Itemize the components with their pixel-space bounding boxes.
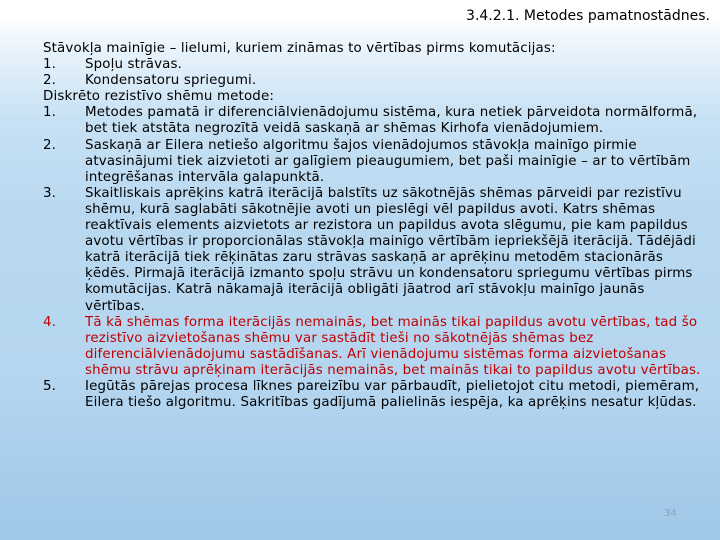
step-item xyxy=(43,379,703,411)
step-number: 2. xyxy=(43,137,57,153)
page-number: 34 xyxy=(664,508,677,519)
state-var-item xyxy=(43,57,703,73)
item-number: 2. xyxy=(43,73,57,89)
intro-text: Stāvokļa mainīgie – lielumi, kuriem zināmas to vērtības pirms komutācijas: xyxy=(43,41,556,56)
state-var-item xyxy=(43,73,703,89)
step-text: Tā kā shēmas forma iterācijās nemainās, bet mainās tikai papildus avotu vērtības, tad šo rezistīvo aizvietošanas shēmu var sastādīt tieši no sākotnējās shēmas bez diferenciālvienādojumu sastādīšanas. Arī vienādojumu sistēmas forma aizvietošanas shēmu strāvu aprēķinam iterācijās nemainās, bet mainās tikai to papildus avotu vērtības. xyxy=(85,314,701,378)
step-text: Metodes pamatā ir diferenciālvienādojumu sistēma, kura netiek pārveidota normālformā, bet tiek atstāta negrozītā veidā saskaņā ar shēmas Kirhofa vienādojumiem. xyxy=(85,105,698,137)
item-text: Kondensatoru spriegumi. xyxy=(85,73,257,89)
step-item xyxy=(43,138,703,186)
slide-title: 3.4.2.1. Metodes pamatnostādnes. xyxy=(466,8,710,24)
item-number: 1. xyxy=(43,57,57,73)
step-item xyxy=(43,186,703,315)
step-item-highlighted xyxy=(43,315,703,379)
step-text: Skaitliskais aprēķins katrā iterācijā balstīts uz sākotnējās shēmas pārveidi par rezistīvu shēmu, kurā saglabāti sākotnējie avoti un pieslēgi vēl papildus avoti. Katrs shēmas reaktīvais elements aizvietots ar rezistora un papildus avota slēgumu, pie kam papildus avotu vērtības ir proporcionālas stāvokļa mainīgo vērtībām iepriekšējā iterācijā. Tādējādi katrā iterācijā tiek rēķinātas zaru strāvas saskaņā ar aprēķinu metodēm stacionārās ķēdēs. Pirmajā iterācijā izmanto spoļu strāvu un kondensatoru spriegumu vērtības pirms komutācijas. Katrā nākamajā iterācijā obligāti jāatrod arī stāvokļu mainīgo jaunās vērtības. xyxy=(85,185,696,314)
step-text: Saskaņā ar Eilera netiešo algoritmu šajos vienādojumos stāvokļa mainīgo pirmie atvasinājumi tiek aizvietoti ar galīgiem pieaugumiem, bet paši mainīgie – ar to vērtībām integrēšanas intervāla galapunktā. xyxy=(85,137,691,185)
step-number: 5. xyxy=(43,378,57,394)
step-number: 3. xyxy=(43,185,57,201)
step-number: 4. xyxy=(43,314,57,330)
step-number: 1. xyxy=(43,105,57,121)
step-text: Iegūtās pārejas procesa līknes pareizību var pārbaudīt, pielietojot citu metodi, piemēram, Eilera tiešo algoritmu. Sakritības gadījumā palielinās iespēja, ka aprēķins nesatur kļūdas. xyxy=(85,378,700,411)
item-text: Spoļu strāvas. xyxy=(85,57,183,73)
method-heading: Diskrēto rezistīvo shēmu metode: xyxy=(43,89,274,105)
slide-content xyxy=(43,41,703,411)
step-item xyxy=(43,105,703,137)
